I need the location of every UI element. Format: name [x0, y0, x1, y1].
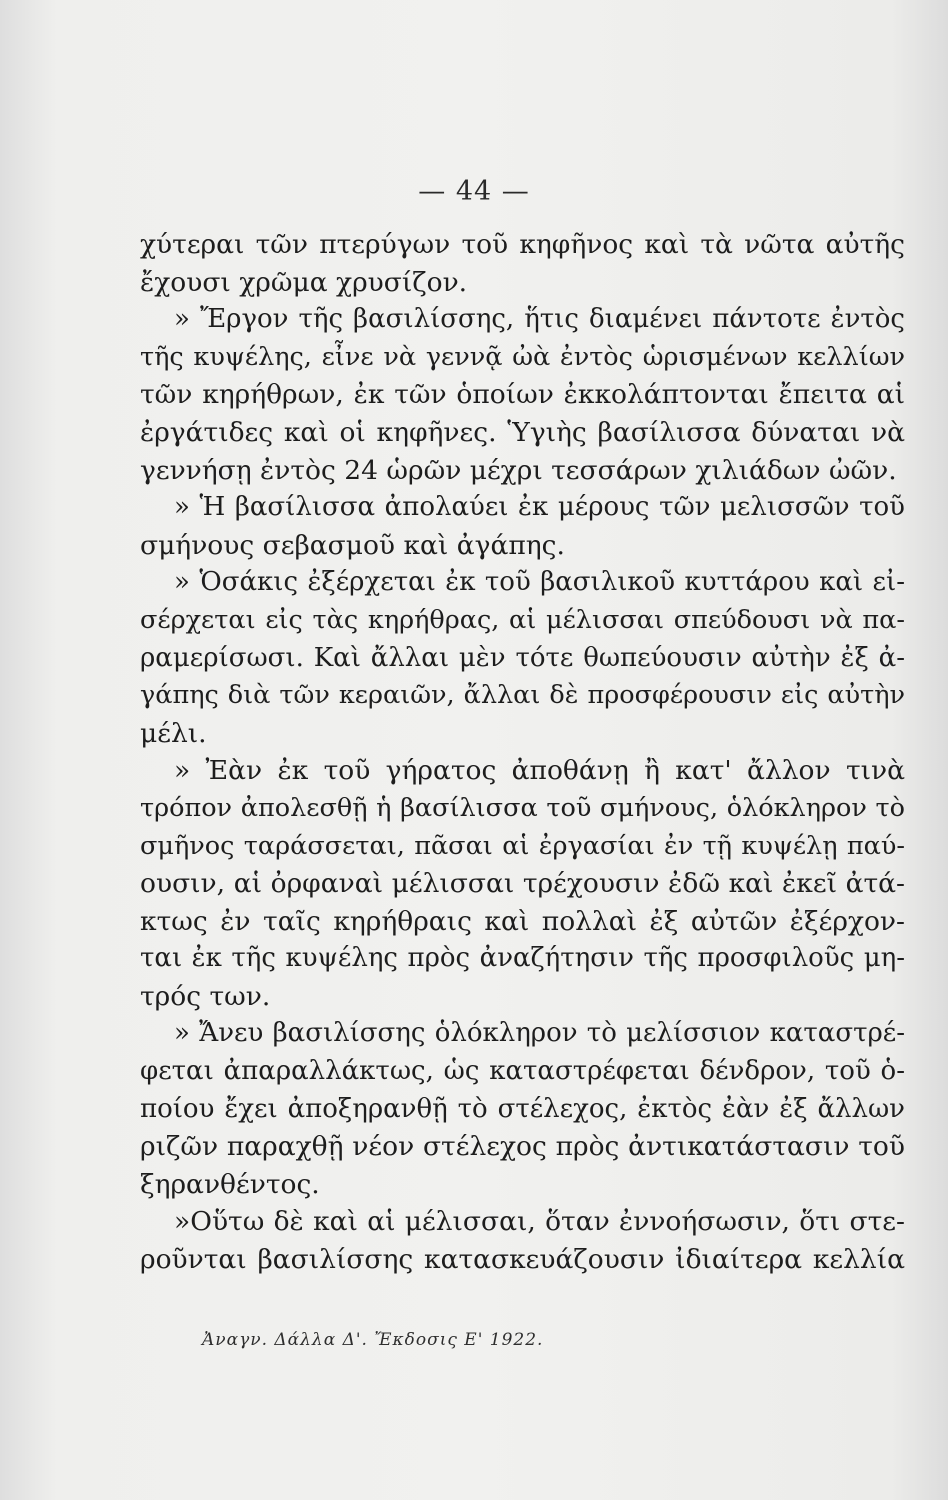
text-line: » Ἡ βασίλισσα ἀπολαύει ἐκ μέρους τῶν μελισσῶν τοῦ [174, 492, 905, 523]
text-line: ριζῶν παραχθῇ νέον στέλεχος πρὸς ἀντικατάστασιν τοῦ [140, 1131, 905, 1163]
page-number: — 44 — [418, 176, 530, 207]
text-line: τρός των. [140, 980, 271, 1012]
text-line: » Ὁσάκις ἐξέρχεται ἐκ τοῦ βασιλικοῦ κυττάρου καὶ εἰ- [174, 567, 905, 598]
text-line: τρόπον ἀπολεσθῇ ἡ βασίλισσα τοῦ σμήνους, ὁλόκληρον τὸ [140, 792, 905, 823]
text-line: ται ἐκ τῆς κυψέλης πρὸς ἀναζήτησιν τῆς προσφιλοῦς μη- [140, 943, 905, 974]
text-line: ἔχουσι χρῶμα χρυσίζον. [140, 266, 468, 298]
text-line: μέλι. [140, 717, 207, 749]
text-line: ἐργάτιδες καὶ οἱ κηφῆνες. Ὑγιὴς βασίλισσα δύναται νὰ [140, 416, 905, 448]
text-line: ροῦνται βασιλίσσης κατασκευάζουσιν ἰδιαίτερα κελλία [140, 1244, 905, 1276]
text-line: » Ἔργον τῆς βασιλίσσης, ἥτις διαμένει πάντοτε ἐντὸς [174, 304, 905, 335]
text-line: ραμερίσωσι. Καὶ ἄλλαι μὲν τότε θωπεύουσιν αὐτὴν ἐξ ἀ- [140, 642, 905, 673]
text-line: ποίου ἔχει ἀποξηρανθῇ τὸ στέλεχος, ἐκτὸς ἐὰν ἐξ ἄλλων [140, 1093, 905, 1124]
text-line: φεται ἀπαραλλάκτως, ὡς καταστρέφεται δένδρον, τοῦ ὁ- [140, 1056, 905, 1087]
text-line: ουσιν, αἱ ὀρφαναὶ μέλισσαι τρέχουσιν ἐδῶ καὶ ἐκεῖ ἀτά- [140, 868, 905, 900]
text-line: σμῆνος ταράσσεται, πᾶσαι αἱ ἐργασίαι ἐν τῇ κυψέλῃ παύ- [140, 830, 905, 861]
text-line: » Ἐὰν ἐκ τοῦ γήρατος ἀποθάνῃ ἢ κατ' ἄλλον τινὰ [174, 755, 905, 787]
text-line: κτως ἐν ταῖς κηρήθραις καὶ πολλαὶ ἐξ αὐτῶν ἐξέρχον- [140, 905, 905, 937]
text-line: ξηρανθέντος. [140, 1168, 320, 1200]
text-line: »Οὕτω δὲ καὶ αἱ μέλισσαι, ὅταν ἐννοήσωσιν, ὅτι στε- [174, 1206, 905, 1238]
text-line: τῶν κηρήθρων, ἐκ τῶν ὁποίων ἐκκολάπτονται ἔπειτα αἱ [140, 379, 905, 411]
text-line: σμήνους σεβασμοῦ καὶ ἀγάπης. [140, 529, 565, 561]
body-text [140, 226, 905, 1279]
footer-imprint: Ἀναγν. Δάλλα Δ'. Ἔκδοσις Ε' 1922. [202, 1330, 544, 1350]
text-line: γεννήσῃ ἐντὸς 24 ὡρῶν μέχρι τεσσάρων χιλιάδων ὠῶν. [140, 454, 897, 486]
text-line: σέρχεται εἰς τὰς κηρήθρας, αἱ μέλισσαι σπεύδουσι νὰ πα- [140, 604, 905, 635]
text-line: τῆς κυψέλης, εἶνε νὰ γεννᾷ ὠὰ ἐντὸς ὡρισμένων κελλίων [140, 341, 905, 372]
text-line: » Ἄνευ βασιλίσσης ὁλόκληρον τὸ μελίσσιον καταστρέ- [174, 1018, 905, 1049]
text-line: γάπης διὰ τῶν κεραιῶν, ἄλλαι δὲ προσφέρουσιν εἰς αὐτὴν [140, 680, 905, 711]
text-line: χύτεραι τῶν πτερύγων τοῦ κηφῆνος καὶ τὰ νῶτα αὐτῆς [140, 229, 905, 260]
